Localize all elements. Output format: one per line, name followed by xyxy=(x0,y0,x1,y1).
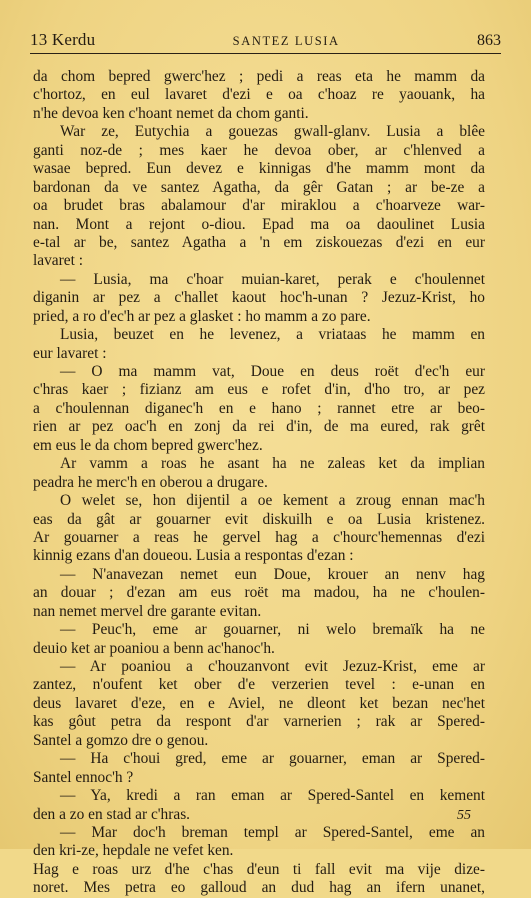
text-line: War ze, Eutychia a gouezas gwall-glanv. Lusia a blêe xyxy=(60,123,485,141)
text-line: pried, a ro d'ec'h ar pez a glasket : ho mamm a zo pare. xyxy=(33,307,371,325)
body-text xyxy=(33,68,485,898)
text-line: wasae bepred. Eun devez e kinnigas d'he mamm mont da xyxy=(33,160,485,178)
text-line: — Ha c'houi gred, eme ar gouarner, eman ar Spered- xyxy=(60,750,485,768)
text-line: e-tal ar be, santez Agatha a 'n em ziskouezas d'ezi en eur xyxy=(33,233,485,251)
text-line: em eus le da chom bepred gwerc'hez. xyxy=(33,436,263,454)
text-line: kinnig ezans d'an doueou. Lusia a respontas d'ezan : xyxy=(33,547,354,565)
folio-number: 55 xyxy=(457,808,471,823)
text-line: noret. Mes petra eo galloud an dud hag an ifern unanet, xyxy=(33,879,485,897)
header-title: SANTEZ LUSIA xyxy=(232,34,340,48)
header-page-number: 863 xyxy=(476,32,501,49)
text-line: nan. Mont a rejont o-diou. Epad ma oa daoulinet Lusia xyxy=(33,215,485,233)
text-line: ganti noz-de ; mes kaer he devoa ober, ar c'hlenved a xyxy=(33,141,485,159)
text-line: diganin ar pez a c'hallet kaout hoc'h-unan ? Jezuz-Krist, ho xyxy=(33,289,485,307)
text-line: den a zo en stad ar c'hras. xyxy=(33,805,191,823)
header-rule xyxy=(30,53,501,54)
text-line: eas da gât ar gouarner evit diskuilh e oa Lusia kristenez. xyxy=(33,510,485,528)
text-line: n'he devoa ken c'hoant nemet da chom ganti. xyxy=(33,104,309,122)
text-line: den kri-ze, hepdale ne vefet ken. xyxy=(33,842,234,860)
text-line: lavaret : xyxy=(33,252,83,270)
text-line: kas gôut petra da respont d'ar varnerien ; rak ar Spered- xyxy=(33,713,485,731)
text-line: deuio ket ar poaniou a benn ac'hanoc'h. xyxy=(33,639,275,657)
text-line: — O ma mamm vat, Doue en deus roët d'ec'h eur xyxy=(60,363,485,380)
header-date: 13 Kerdu xyxy=(30,30,96,49)
text-line: Ar gouarner a reas he gervel hag a c'hourc'hemennas d'ezi xyxy=(33,528,485,546)
text-line: O welet se, hon dijentil a oe kement a zroug ennan mac'h xyxy=(60,492,485,510)
text-line: Hag e roas urz d'he c'has d'eun ti fall evit ma vije dize- xyxy=(33,860,485,878)
text-line: a c'houlennan diganec'h en e hano ; rannet etre ar beo- xyxy=(33,399,485,417)
text-line: zantez, n'oufent ket ober d'e verzerien tevel : e-unan en xyxy=(33,676,485,694)
text-line: c'hras kaer ; fizianz am eus e rofet d'in, d'ho tro, ar pez xyxy=(33,381,485,399)
text-line: — Lusia, ma c'hoar muian-karet, perak e c'houlennet xyxy=(60,270,485,288)
text-line: bardonan da ve santez Agatha, da gêr Gatan ; ar be-ze a xyxy=(33,178,485,196)
text-line: eur lavaret : xyxy=(33,344,107,362)
text-line: peadra he merc'h en oberou a drugare. xyxy=(33,473,268,491)
running-header xyxy=(30,30,501,52)
text-line: oa brudet bras abalamour d'ar miraklou a c'hoarveze war- xyxy=(33,197,485,215)
text-line: — Mar doc'h breman templ ar Spered-Santel, eme an xyxy=(60,823,485,841)
text-line: deus lavaret d'eze, en e Aviel, ne dleont ket bezan nec'het xyxy=(33,694,485,712)
text-line: an douar ; d'ezan am eus roët ma madou, ha ne c'houlen- xyxy=(33,584,485,602)
text-line: Ar vamm a roas he asant ha ne zaleas ket da implian xyxy=(60,455,485,473)
text-line: — Peuc'h, eme ar gouarner, ni welo bremaïk ha ne xyxy=(60,621,485,639)
text-line: Santel ennoc'h ? xyxy=(33,768,134,786)
text-line: da chom bepred gwerc'hez ; pedi a reas eta he mamm da xyxy=(33,68,485,85)
text-line: — Ya, kredi a ran eman ar Spered-Santel en kement xyxy=(60,787,485,805)
text-line: — Ar poaniou a c'houzanvont evit Jezuz-Krist, eme ar xyxy=(60,658,485,675)
text-line: Lusia, beuzet en he levenez, a vriataas he mamm en xyxy=(60,326,485,344)
text-line: Santel a gomzo dre o genou. xyxy=(33,731,209,749)
text-line: rien ar pez oac'h en zonj da rei d'in, de ma eured, rak grêt xyxy=(33,418,485,436)
text-line: nan nemet mervel dre garante evitan. xyxy=(33,602,262,620)
text-line: — N'anavezan nemet eun Doue, krouer an nenv hag xyxy=(60,565,485,583)
text-line: c'hortoz, en eul lavaret d'ezi e oa c'hoaz re yaouank, ha xyxy=(33,86,485,104)
